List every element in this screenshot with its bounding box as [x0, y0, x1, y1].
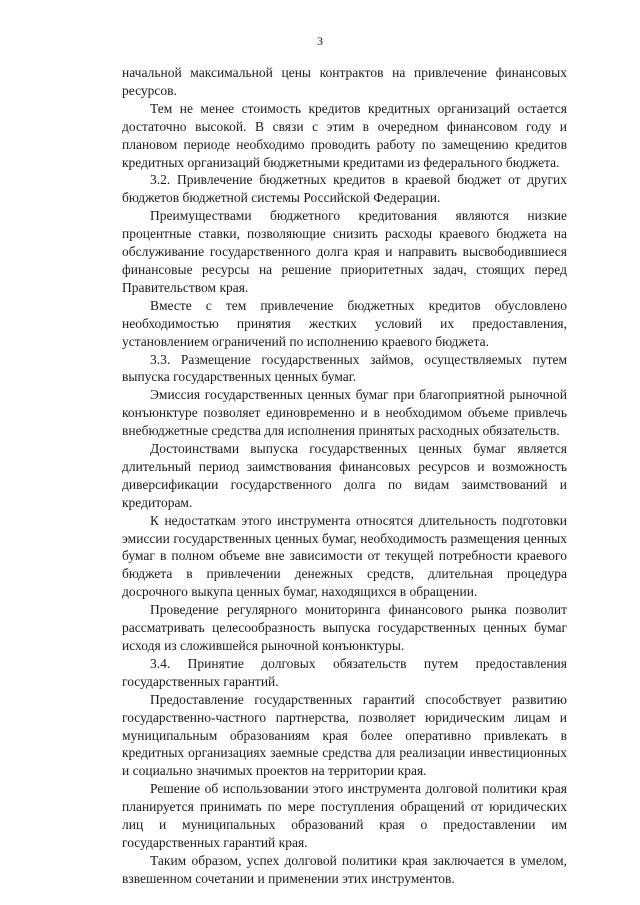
paragraph: Проведение регулярного мониторинга финансового рынка позволит рассматривать целесообразность выпуска государственных ценных бумаг исходя из сложившейся рыночной конъюнктуры.: [122, 602, 567, 653]
paragraph: К недостаткам этого инструмента относятся длительность подготовки эмиссии государственных ценных бумаг, необходимость размещения ценных бумаг в полном объеме вне зависимости от текущей потребности краевого бюджета в привлечении денежных средств, длительная процедура досрочного выкупа ценных бумаг, находящихся в обращении.: [122, 512, 567, 600]
section-heading-3-3: 3.3. Размещение государственных займов, осуществляемых путем выпуска государственных ценных бумаг.: [122, 351, 567, 385]
section-heading-3-4: 3.4. Принятие долговых обязательств путем предоставления государственных гарантий.: [122, 655, 567, 689]
paragraph: Предоставление государственных гарантий способствует развитию государственно-частного партнерства, позволяет юридическим лицам и муниципальным образованиям края более оперативно привлекать в кредитных организациях заемные средства для реализации инвестиционных и социально значимых проектов на территории края.: [122, 691, 567, 779]
paragraph: Тем не менее стоимость кредитов кредитных организаций остается достаточно высокой. В связи с этим в очередном финансовом году и плановом периоде необходимо проводить работу по замещению кредитов кредитных организаций бюджетными кредитами из федерального бюджета.: [122, 100, 567, 170]
paragraph-continuation: начальной максимальной цены контрактов на привлечение финансовых ресурсов.: [122, 65, 567, 98]
page-number: 3: [317, 34, 323, 48]
paragraph: Преимуществами бюджетного кредитования являются низкие процентные ставки, позволяющие снизить расходы краевого бюджета на обслуживание государственного долга края и направить высвободившиеся финансовые ресурсы на решение приоритетных задач, стоящих перед Правительством края.: [122, 208, 567, 295]
document-body: [122, 64, 567, 888]
paragraph: Достоинствами выпуска государственных ценных бумаг является длительный период заимствования финансовых ресурсов и возможность диверсификации государственного долга по видам заимствований и кредиторам.: [122, 441, 567, 510]
section-heading-3-2: 3.2. Привлечение бюджетных кредитов в краевой бюджет от других бюджетов бюджетной системы Российской Федерации.: [122, 172, 567, 206]
paragraph: Эмиссия государственных ценных бумаг при благоприятной рыночной конъюнктуре позволяет единовременно и в необходимом объеме привлечь внебюджетные средства для исполнения принятых расходных обязательств.: [122, 387, 567, 439]
paragraph: Решение об использовании этого инструмента долговой политики края планируется принимать по мере поступления обращений от юридических лиц и муниципальных образований края о предоставлении им государственных гарантий края.: [122, 781, 567, 850]
paragraph-conclusion: Таким образом, успех долговой политики края заключается в умелом, взвешенном сочетании и применении этих инструментов.: [122, 852, 567, 886]
paragraph: Вместе с тем привлечение бюджетных кредитов обусловлено необходимостью принятия жестких условий их предоставления, установлением ограничений по исполнению краевого бюджета.: [122, 297, 567, 349]
